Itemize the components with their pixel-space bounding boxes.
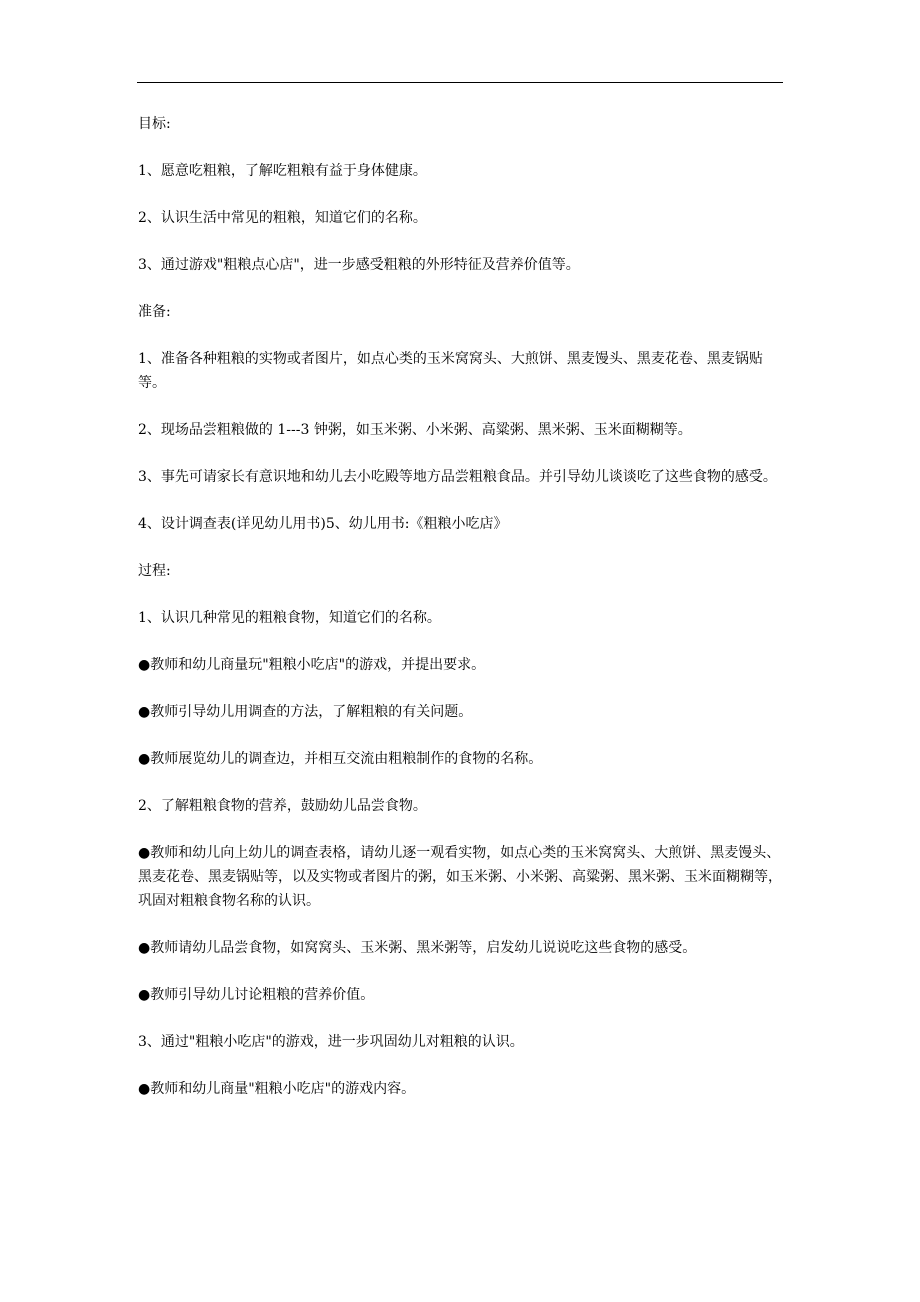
goal-item-1: 1、愿意吃粗粮，了解吃粗粮有益于身体健康。 xyxy=(138,163,427,179)
document-body xyxy=(138,112,788,1124)
section-heading-goals: 目标: xyxy=(138,116,171,132)
process-bullet-4: ●教师和幼儿向上幼儿的调查表格，请幼儿逐一观看实物，如点心类的玉米窝窝头、大煎饼、黑麦馒头、黑麦花卷、黑麦锅贴等，以及实物或者图片的粥，如玉米粥、小米粥、高粱粥、黑米粥、玉米面糊糊等，巩固对粗粮食物名称的认识。 xyxy=(138,845,782,909)
process-bullet-3: ●教师展览幼儿的调查边，并相互交流由粗粮制作的食物的名称。 xyxy=(138,751,543,767)
process-bullet-6: ●教师引导幼儿讨论粗粮的营养价值。 xyxy=(138,987,375,1003)
process-bullet-5: ●教师请幼儿品尝食物，如窝窝头、玉米粥、黑米粥等，启发幼儿说说吃这些食物的感受。 xyxy=(138,940,697,956)
process-step-3: 3、通过"粗粮小吃店"的游戏，进一步巩固幼儿对粗粮的认识。 xyxy=(138,1034,524,1050)
process-bullet-2: ●教师引导幼儿用调查的方法，了解粗粮的有关问题。 xyxy=(138,704,473,720)
process-step-2: 2、了解粗粮食物的营养，鼓励幼儿品尝食物。 xyxy=(138,798,427,814)
preparation-item-3: 3、事先可请家长有意识地和幼儿去小吃殿等地方品尝粗粮食品。并引导幼儿谈谈吃了这些食物的感受。 xyxy=(138,469,777,485)
preparation-item-4-5: 4、设计调查表(详见幼儿用书)5、幼儿用书:《粗粮小吃店》 xyxy=(138,516,508,532)
preparation-item-1: 1、准备各种粗粮的实物或者图片，如点心类的玉米窝窝头、大煎饼、黑麦馒头、黑麦花卷、黑麦锅贴等。 xyxy=(138,351,763,391)
process-bullet-1: ●教师和幼儿商量玩"粗粮小吃店"的游戏，并提出要求。 xyxy=(138,657,486,673)
section-heading-process: 过程: xyxy=(138,563,171,579)
section-heading-preparation: 准备: xyxy=(138,304,171,320)
process-step-1: 1、认识几种常见的粗粮食物，知道它们的名称。 xyxy=(138,610,441,626)
goal-item-3: 3、通过游戏"粗粮点心店"，进一步感受粗粮的外形特征及营养价值等。 xyxy=(138,257,580,273)
preparation-item-2: 2、现场品尝粗粮做的 1---3 钟粥，如玉米粥、小米粥、高粱粥、黑米粥、玉米面糊糊等。 xyxy=(138,422,692,438)
process-bullet-7: ●教师和幼儿商量"粗粮小吃店"的游戏内容。 xyxy=(138,1081,416,1097)
goal-item-2: 2、认识生活中常见的粗粮，知道它们的名称。 xyxy=(138,210,427,226)
header-rule xyxy=(137,82,783,83)
